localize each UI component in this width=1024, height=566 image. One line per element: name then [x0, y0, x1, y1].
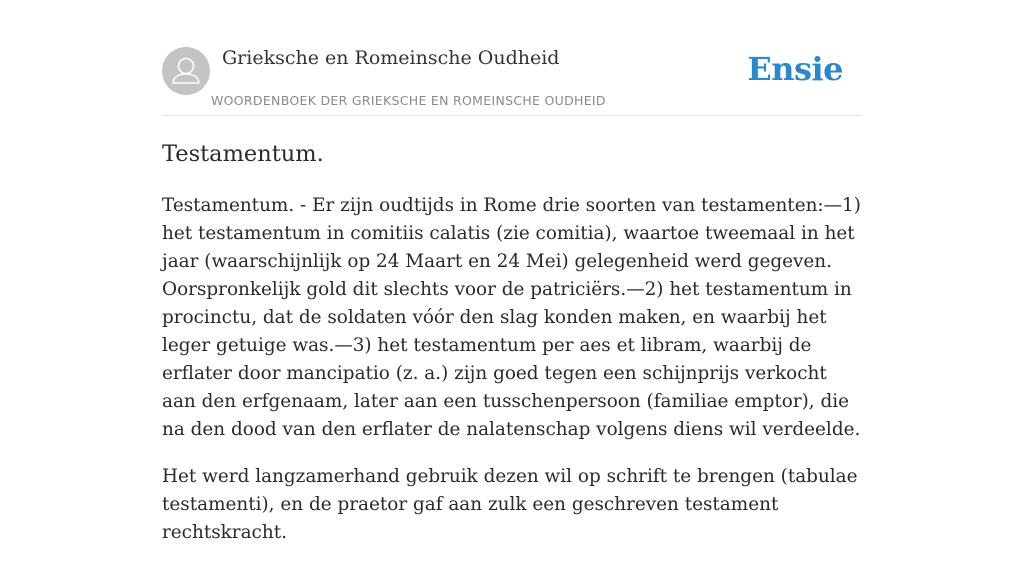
header: [162, 0, 862, 116]
source-title-link[interactable]: Grieksche en Romeinsche Oudheid: [222, 47, 560, 69]
avatar[interactable]: [162, 47, 210, 95]
user-icon: [162, 47, 210, 95]
article-paragraph: Het werd langzamerhand gebruik dezen wil op schrift te brengen (tabulae testamenti), en de praetor gaf aan zulk een geschreven testament rechtskracht.: [162, 466, 858, 543]
page: [162, 0, 862, 543]
article-body: [162, 192, 862, 566]
page-title: Testamentum.: [162, 141, 324, 167]
article-paragraph: Testamentum. - Er zijn oudtijds in Rome drie soorten van testamenten:—1) het testamentum in comitiis calatis (zie comitia), waartoe tweemaal in het jaar (waarschijnlijk op 24 Maart en 24 Mei) gelegenheid werd gegeven. Oorspronkelijk gold dit slechts voor de patriciërs.—2) het testamentum in procinctu, dat de soldaten vóór den slag konden maken, en waarbij het leger getuige was.—3) het testamentum per aes et libram, waarbij de erflater door mancipatio (z. a.) zijn goed tegen een schijnprijs verkocht aan den erfgenaam, later aan een tusschenpersoon (familiae emptor), die na den dood van den erflater de nalatenschap volgens diens wil verdeelde.: [162, 195, 861, 440]
brand-logo-link[interactable]: Ensie: [747, 50, 843, 88]
source-subtitle: WOORDENBOEK DER GRIEKSCHE EN ROMEINSCHE OUDHEID: [211, 93, 606, 108]
